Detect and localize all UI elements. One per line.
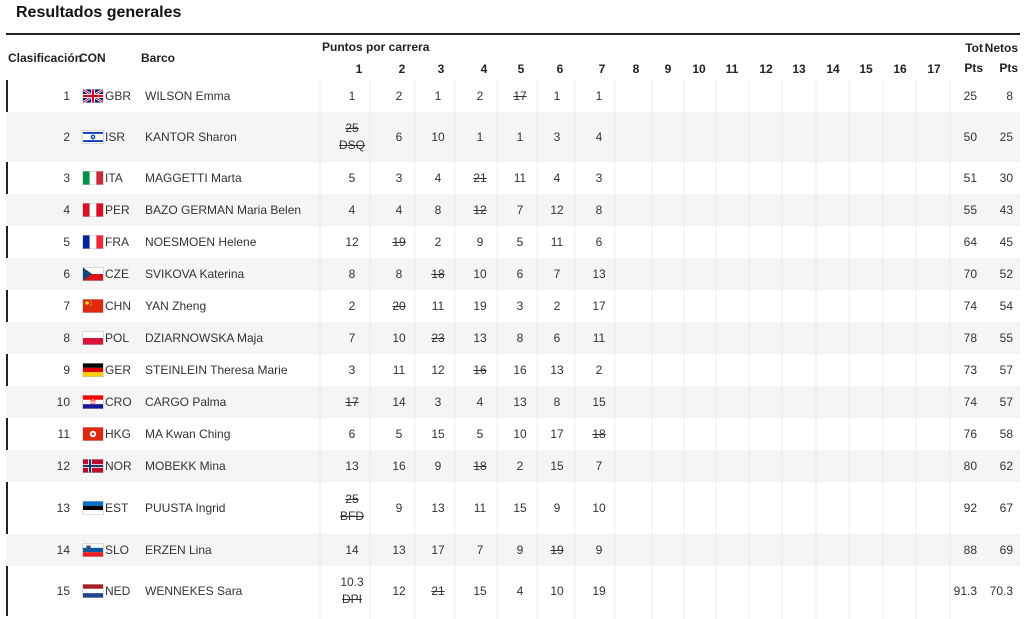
race-score-3[interactable]: 1 bbox=[434, 89, 442, 103]
race-score-1[interactable] bbox=[339, 120, 365, 154]
cro-flag-icon bbox=[83, 396, 103, 409]
race-score-5[interactable]: 2 bbox=[516, 459, 524, 473]
race-score-3[interactable]: 12 bbox=[431, 363, 445, 377]
race-score-6[interactable]: 13 bbox=[550, 363, 564, 377]
race-score-2[interactable]: 6 bbox=[395, 130, 403, 144]
isr-flag-icon bbox=[83, 131, 103, 144]
gbr-flag-icon bbox=[83, 90, 103, 103]
net-points: 30 bbox=[999, 171, 1013, 185]
rank-cell: 7 bbox=[63, 299, 70, 313]
race-score-6[interactable]: 11 bbox=[550, 235, 564, 249]
header-net-top[interactable]: Netos bbox=[984, 41, 1018, 55]
race-score-1[interactable] bbox=[340, 574, 363, 608]
boat-name: PUUSTA Ingrid bbox=[145, 501, 226, 515]
race-score-1[interactable]: 13 bbox=[345, 459, 359, 473]
nation-code: CZE bbox=[105, 267, 129, 281]
race-score-4[interactable]: 12 bbox=[473, 203, 487, 217]
rank-cell: 14 bbox=[56, 543, 70, 557]
race-score-3[interactable]: 13 bbox=[431, 501, 445, 515]
race-score-5[interactable]: 4 bbox=[516, 584, 524, 598]
table-row[interactable] bbox=[6, 386, 1020, 418]
total-points: 50 bbox=[963, 130, 977, 144]
race-score-2[interactable]: 8 bbox=[395, 267, 403, 281]
race-score-6[interactable]: 2 bbox=[553, 299, 561, 313]
race-score-2[interactable]: 4 bbox=[395, 203, 403, 217]
table-row[interactable] bbox=[6, 354, 1020, 386]
total-points: 64 bbox=[963, 235, 977, 249]
score-value: 25 bbox=[345, 492, 359, 506]
race-score-3[interactable]: 17 bbox=[431, 543, 445, 557]
race-score-6[interactable]: 3 bbox=[553, 130, 561, 144]
nation-code: SLO bbox=[105, 543, 130, 557]
rank-cell: 9 bbox=[63, 363, 70, 377]
net-points: 54 bbox=[999, 299, 1013, 313]
nation-code: GER bbox=[105, 363, 132, 377]
header-race-1[interactable]: 1 bbox=[355, 62, 363, 76]
table-row[interactable] bbox=[6, 450, 1020, 482]
race-score-6[interactable]: 9 bbox=[553, 501, 561, 515]
row-marker bbox=[6, 162, 8, 194]
penalty-code: BFD bbox=[340, 509, 364, 523]
nation-code: NOR bbox=[105, 459, 132, 473]
race-score-2[interactable]: 19 bbox=[392, 235, 406, 249]
fra-flag-icon bbox=[83, 236, 103, 249]
race-score-6[interactable]: 10 bbox=[550, 584, 564, 598]
per-flag-icon bbox=[83, 204, 103, 217]
race-score-3[interactable]: 18 bbox=[431, 267, 445, 281]
race-score-4[interactable]: 4 bbox=[476, 395, 484, 409]
boat-name: WILSON Emma bbox=[145, 89, 231, 103]
slo-flag-icon bbox=[83, 544, 103, 557]
boat-name: DZIARNOWSKA Maja bbox=[145, 331, 264, 345]
race-score-7[interactable]: 18 bbox=[592, 427, 606, 441]
race-score-7[interactable]: 19 bbox=[592, 584, 606, 598]
header-race-10[interactable]: 10 bbox=[692, 62, 706, 76]
race-score-5[interactable]: 5 bbox=[516, 235, 524, 249]
race-score-6[interactable]: 8 bbox=[553, 395, 561, 409]
race-score-1[interactable]: 1 bbox=[348, 89, 356, 103]
race-score-2[interactable]: 14 bbox=[392, 395, 406, 409]
race-score-1[interactable] bbox=[340, 491, 364, 525]
ger-flag-icon bbox=[83, 364, 103, 377]
header-race-5[interactable]: 5 bbox=[517, 62, 525, 76]
race-score-6[interactable]: 7 bbox=[553, 267, 561, 281]
cze-flag-icon bbox=[83, 268, 103, 281]
header-race-17[interactable]: 17 bbox=[927, 62, 941, 76]
table-row[interactable] bbox=[6, 290, 1020, 322]
race-score-2[interactable]: 12 bbox=[392, 584, 406, 598]
header-race-6[interactable]: 6 bbox=[556, 62, 564, 76]
race-score-7[interactable]: 10 bbox=[592, 501, 606, 515]
nation-code: GBR bbox=[105, 89, 132, 103]
race-score-4[interactable]: 18 bbox=[473, 459, 487, 473]
race-score-4[interactable]: 21 bbox=[473, 171, 487, 185]
net-points: 55 bbox=[999, 331, 1013, 345]
race-score-4[interactable]: 13 bbox=[473, 331, 487, 345]
race-score-4[interactable]: 15 bbox=[473, 584, 487, 598]
total-points: 70 bbox=[963, 267, 977, 281]
table-row[interactable] bbox=[6, 112, 1020, 162]
race-score-6[interactable]: 4 bbox=[553, 171, 561, 185]
race-score-4[interactable]: 10 bbox=[473, 267, 487, 281]
race-score-1[interactable]: 7 bbox=[348, 331, 356, 345]
header-race-2[interactable]: 2 bbox=[398, 62, 406, 76]
race-score-1[interactable]: 14 bbox=[345, 543, 359, 557]
race-score-7[interactable]: 8 bbox=[595, 203, 603, 217]
table-row[interactable] bbox=[6, 80, 1020, 112]
race-score-5[interactable]: 6 bbox=[516, 267, 524, 281]
chn-flag-icon bbox=[83, 300, 103, 313]
race-score-4[interactable]: 19 bbox=[473, 299, 487, 313]
boat-name: STEINLEIN Theresa Marie bbox=[145, 363, 288, 377]
race-score-3[interactable]: 2 bbox=[434, 235, 442, 249]
row-marker bbox=[6, 290, 8, 322]
net-points: 25 bbox=[999, 130, 1013, 144]
header-race-7[interactable]: 7 bbox=[598, 62, 606, 76]
race-score-3[interactable]: 15 bbox=[431, 427, 445, 441]
race-score-1[interactable]: 8 bbox=[348, 267, 356, 281]
race-score-4[interactable]: 11 bbox=[473, 501, 487, 515]
page-title: Resultados generales bbox=[16, 4, 182, 21]
race-score-3[interactable]: 4 bbox=[434, 171, 442, 185]
race-score-7[interactable]: 4 bbox=[595, 130, 603, 144]
race-score-4[interactable]: 7 bbox=[476, 543, 484, 557]
net-points: 45 bbox=[999, 235, 1013, 249]
nation-code: ISR bbox=[105, 130, 126, 144]
total-points: 74 bbox=[963, 299, 977, 313]
race-score-2[interactable]: 2 bbox=[395, 89, 403, 103]
race-score-1[interactable]: 5 bbox=[348, 171, 356, 185]
header-race-16[interactable]: 16 bbox=[893, 62, 907, 76]
nation-code: HKG bbox=[105, 427, 132, 441]
race-score-7[interactable]: 11 bbox=[592, 331, 606, 345]
race-score-7[interactable]: 3 bbox=[595, 171, 603, 185]
total-points: 88 bbox=[963, 543, 977, 557]
header-total-top[interactable]: Tot bbox=[965, 41, 983, 55]
table-row[interactable] bbox=[6, 194, 1020, 226]
race-score-2[interactable]: 13 bbox=[392, 543, 406, 557]
header-race-14[interactable]: 14 bbox=[826, 62, 840, 76]
nation-code: ITA bbox=[105, 171, 123, 185]
net-points: 8 bbox=[1006, 89, 1013, 103]
header-total-bottom: Pts bbox=[964, 61, 983, 75]
race-score-5[interactable]: 11 bbox=[513, 171, 527, 185]
header-race-15[interactable]: 15 bbox=[859, 62, 873, 76]
rank-cell: 10 bbox=[56, 395, 70, 409]
rank-cell: 12 bbox=[56, 459, 70, 473]
rank-cell: 8 bbox=[63, 331, 70, 345]
race-score-3[interactable]: 8 bbox=[434, 203, 442, 217]
total-points: 25 bbox=[963, 89, 977, 103]
score-value: 10.3 bbox=[340, 575, 364, 589]
race-score-7[interactable]: 7 bbox=[595, 459, 603, 473]
race-score-7[interactable]: 9 bbox=[595, 543, 603, 557]
boat-name: NOESMOEN Helene bbox=[145, 235, 257, 249]
nation-code: CRO bbox=[105, 395, 132, 409]
boat-name: YAN Zheng bbox=[145, 299, 207, 313]
race-score-6[interactable]: 15 bbox=[550, 459, 564, 473]
header-race-13[interactable]: 13 bbox=[792, 62, 806, 76]
race-score-2[interactable]: 9 bbox=[395, 501, 403, 515]
row-marker bbox=[6, 80, 8, 112]
header-points-per-race: Puntos por carrera bbox=[322, 40, 430, 54]
net-points: 58 bbox=[999, 427, 1013, 441]
race-score-6[interactable]: 17 bbox=[550, 427, 564, 441]
pol-flag-icon bbox=[83, 332, 103, 345]
total-points: 92 bbox=[963, 501, 977, 515]
est-flag-icon bbox=[83, 502, 103, 515]
rank-cell: 11 bbox=[57, 427, 70, 441]
race-score-4[interactable]: 9 bbox=[476, 235, 484, 249]
table-row[interactable] bbox=[6, 418, 1020, 450]
race-score-5[interactable]: 8 bbox=[516, 331, 524, 345]
header-race-8[interactable]: 8 bbox=[632, 62, 640, 76]
boat-name: SVIKOVA Katerina bbox=[145, 267, 245, 281]
rank-cell: 3 bbox=[63, 171, 70, 185]
header-boat[interactable]: Barco bbox=[141, 51, 176, 65]
race-score-1[interactable]: 17 bbox=[345, 395, 359, 409]
net-points: 70.3 bbox=[989, 584, 1013, 598]
row-marker bbox=[6, 354, 8, 386]
net-points: 69 bbox=[999, 543, 1013, 557]
race-score-6[interactable]: 1 bbox=[553, 89, 561, 103]
row-marker bbox=[6, 482, 8, 534]
race-score-5[interactable]: 3 bbox=[516, 299, 524, 313]
rank-cell: 6 bbox=[63, 267, 70, 281]
nation-code: CHN bbox=[105, 299, 131, 313]
net-points: 57 bbox=[999, 395, 1013, 409]
total-points: 80 bbox=[963, 459, 977, 473]
boat-name: MOBEKK Mina bbox=[145, 459, 226, 473]
race-score-5[interactable]: 13 bbox=[513, 395, 527, 409]
race-score-1[interactable]: 3 bbox=[348, 363, 356, 377]
race-score-2[interactable]: 11 bbox=[392, 363, 406, 377]
table-row[interactable] bbox=[6, 534, 1020, 566]
penalty-code: DSQ bbox=[338, 138, 366, 152]
net-points: 52 bbox=[999, 267, 1013, 281]
nation-code: NED bbox=[105, 584, 131, 598]
race-score-6[interactable]: 12 bbox=[550, 203, 564, 217]
race-score-5[interactable]: 9 bbox=[516, 543, 524, 557]
rank-cell: 2 bbox=[63, 130, 70, 144]
table-row[interactable] bbox=[6, 482, 1020, 534]
rank-cell: 5 bbox=[63, 235, 70, 249]
race-score-4[interactable]: 16 bbox=[473, 363, 487, 377]
boat-name: CARGO Palma bbox=[145, 395, 227, 409]
race-score-6[interactable]: 19 bbox=[550, 543, 564, 557]
nation-code: POL bbox=[105, 331, 130, 345]
net-points: 43 bbox=[999, 203, 1013, 217]
total-points: 73 bbox=[963, 363, 977, 377]
race-score-4[interactable]: 5 bbox=[476, 427, 484, 441]
row-marker bbox=[6, 226, 8, 258]
boat-name: KANTOR Sharon bbox=[145, 130, 237, 144]
header-race-12[interactable]: 12 bbox=[759, 62, 773, 76]
nation-code: EST bbox=[105, 501, 129, 515]
total-points: 51 bbox=[963, 171, 977, 185]
header-net-bottom: Pts bbox=[999, 61, 1018, 75]
race-score-1[interactable]: 6 bbox=[348, 427, 356, 441]
total-points: 76 bbox=[963, 427, 977, 441]
row-marker bbox=[6, 418, 8, 450]
race-score-3[interactable]: 9 bbox=[434, 459, 442, 473]
race-score-7[interactable]: 13 bbox=[592, 267, 606, 281]
race-score-7[interactable]: 2 bbox=[595, 363, 603, 377]
net-points: 62 bbox=[999, 459, 1013, 473]
race-score-7[interactable]: 15 bbox=[592, 395, 606, 409]
race-score-1[interactable]: 4 bbox=[348, 203, 356, 217]
total-points: 55 bbox=[963, 203, 977, 217]
ned-flag-icon bbox=[83, 585, 103, 598]
nor-flag-icon bbox=[83, 460, 103, 473]
race-score-2[interactable]: 20 bbox=[392, 299, 406, 313]
race-score-4[interactable]: 1 bbox=[476, 130, 484, 144]
race-score-6[interactable]: 6 bbox=[553, 331, 561, 345]
hkg-flag-icon bbox=[83, 428, 103, 441]
race-score-5[interactable]: 17 bbox=[513, 89, 527, 103]
race-score-2[interactable]: 16 bbox=[392, 459, 406, 473]
title-divider bbox=[6, 33, 1020, 35]
table-row[interactable] bbox=[6, 226, 1020, 258]
total-points: 78 bbox=[963, 331, 977, 345]
header-race-9[interactable]: 9 bbox=[664, 62, 672, 76]
race-score-3[interactable]: 21 bbox=[431, 584, 445, 598]
score-value: 25 bbox=[345, 121, 359, 135]
header-race-4[interactable]: 4 bbox=[480, 62, 488, 76]
race-score-7[interactable]: 1 bbox=[595, 89, 603, 103]
rank-cell: 13 bbox=[56, 501, 70, 515]
race-score-1[interactable]: 12 bbox=[345, 235, 359, 249]
penalty-code: DPI bbox=[341, 592, 363, 606]
total-points: 91.3 bbox=[953, 584, 977, 598]
boat-name: BAZO GERMAN Maria Belen bbox=[145, 203, 302, 217]
nation-code: FRA bbox=[105, 235, 129, 249]
race-score-7[interactable]: 6 bbox=[595, 235, 603, 249]
header-race-11[interactable]: 11 bbox=[725, 62, 739, 76]
race-score-5[interactable]: 7 bbox=[516, 203, 524, 217]
race-score-3[interactable]: 10 bbox=[431, 130, 445, 144]
total-points: 74 bbox=[963, 395, 977, 409]
table-row[interactable] bbox=[6, 258, 1020, 290]
race-score-1[interactable]: 2 bbox=[348, 299, 356, 313]
race-score-2[interactable]: 3 bbox=[395, 171, 403, 185]
race-score-7[interactable]: 17 bbox=[592, 299, 606, 313]
net-points: 57 bbox=[999, 363, 1013, 377]
net-points: 67 bbox=[999, 501, 1013, 515]
ita-flag-icon bbox=[83, 172, 103, 185]
boat-name: MA Kwan Ching bbox=[145, 427, 231, 441]
race-score-2[interactable]: 10 bbox=[392, 331, 406, 345]
header-nation[interactable]: CON bbox=[79, 51, 106, 65]
row-marker bbox=[6, 566, 8, 616]
race-score-3[interactable]: 11 bbox=[431, 299, 445, 313]
boat-name: ERZEN Lina bbox=[145, 543, 212, 557]
rank-cell: 15 bbox=[56, 584, 70, 598]
race-score-5[interactable]: 15 bbox=[513, 501, 527, 515]
rank-cell: 1 bbox=[63, 89, 70, 103]
nation-code: PER bbox=[105, 203, 130, 217]
race-score-3[interactable]: 23 bbox=[431, 331, 445, 345]
race-score-5[interactable]: 10 bbox=[513, 427, 527, 441]
header-rank[interactable]: Clasificación bbox=[8, 51, 83, 65]
boat-name: WENNEKES Sara bbox=[145, 584, 243, 598]
table-row[interactable] bbox=[6, 566, 1020, 616]
rank-cell: 4 bbox=[63, 203, 70, 217]
race-score-4[interactable]: 2 bbox=[476, 89, 484, 103]
race-score-3[interactable]: 3 bbox=[434, 395, 442, 409]
header-race-3[interactable]: 3 bbox=[437, 62, 445, 76]
table-row[interactable] bbox=[6, 322, 1020, 354]
boat-name: MAGGETTI Marta bbox=[145, 171, 242, 185]
table-row[interactable] bbox=[6, 162, 1020, 194]
race-score-2[interactable]: 5 bbox=[395, 427, 403, 441]
race-score-5[interactable]: 1 bbox=[516, 130, 524, 144]
race-score-5[interactable]: 16 bbox=[513, 363, 527, 377]
